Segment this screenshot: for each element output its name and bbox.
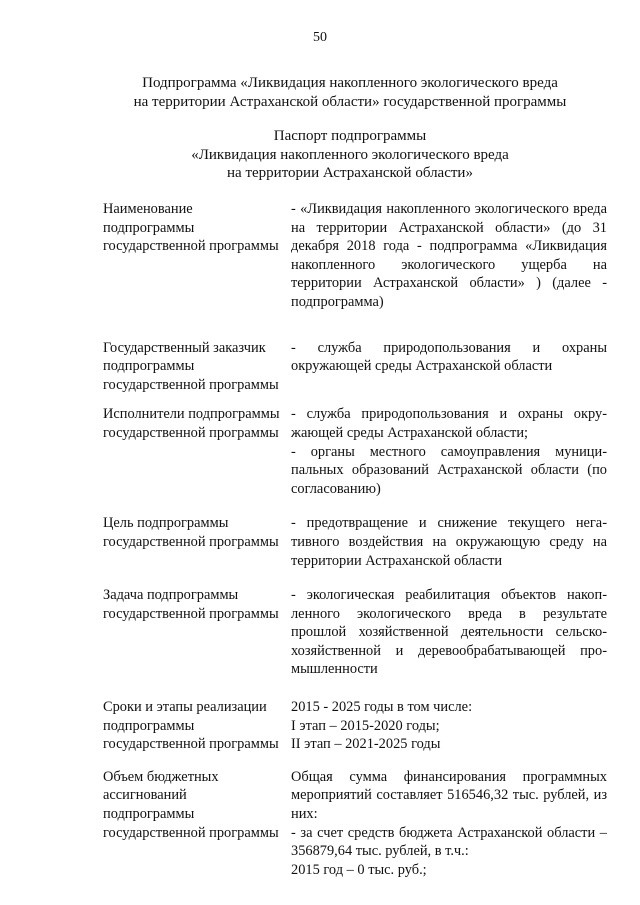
label-line: Сроки и этапы реализации — [103, 699, 267, 716]
value-text: I этап – 2015-2020 годы; — [291, 717, 440, 734]
value-text: - органы местного самоуправления муниципальных образований Астраханской области (по согласованию) — [291, 443, 607, 497]
passport-row-label — [103, 698, 291, 754]
label-line: государственной программы — [103, 736, 279, 753]
passport-row-label — [103, 514, 291, 570]
label-line: государственной программы — [103, 824, 279, 841]
label-line: подпрограммы — [103, 806, 195, 823]
label-line: Объем бюджетных — [103, 768, 219, 785]
passport-row-label — [103, 586, 291, 679]
subprogram-heading — [60, 74, 640, 111]
passport-row-value — [291, 200, 607, 312]
value-text: - служба природопользования и охраны окружающей среды Астраханской области — [291, 339, 607, 375]
label-line: подпрограммы — [103, 717, 195, 734]
passport-row-value — [291, 768, 607, 880]
value-text: - экологическая реабилитация объектов накопленного экологического вреда в результате прошлой хозяйственной деятельности сельскохозяйственной и деревообрабатывающей промышленности — [291, 587, 607, 678]
passport-table — [103, 200, 609, 879]
passport-row-task — [103, 586, 609, 679]
passport-heading-line: «Ликвидация накопленного экологического вреда — [191, 146, 509, 163]
passport-row-value — [291, 698, 607, 754]
label-line: государственной программы — [103, 533, 279, 550]
passport-row-budget — [103, 768, 609, 880]
passport-row-label — [103, 339, 291, 395]
label-line: Наименование — [103, 201, 193, 217]
value-text: - «Ликвидация накопленного экологического вреда на территории Астраханской области» (до 31 декабря 2018 года - подпрограмма «Ликвидация накопленного экологического ущерба на территории Астраханской области» ) (далее - подпрограмма) — [291, 201, 607, 310]
passport-row-terms — [103, 698, 609, 754]
value-text: - за счет средств бюджета Астраханской области – 356879,64 тыс. рублей, в т.ч.: — [291, 824, 607, 860]
subprogram-heading-line: на территории Астраханской области» государственной программы — [133, 93, 567, 110]
label-line: подпрограммы — [103, 358, 195, 375]
label-line: Исполнители подпрограммы — [103, 406, 280, 423]
value-text: 2015 год – 0 тыс. руб.; — [291, 861, 427, 878]
value-text: Общая сумма финансирования программных мероприятий составляет 516546,32 тыс. рублей, из них: — [291, 768, 607, 823]
label-line: ассигнований — [103, 787, 187, 804]
value-text: 2015 - 2025 годы в том числе: — [291, 699, 473, 716]
passport-row-label — [103, 768, 291, 880]
label-line: государственной программы — [103, 238, 279, 255]
value-text: - служба природопользования и охраны окружающей среды Астраханской области; — [291, 406, 607, 441]
label-line: Задача подпрограммы — [103, 587, 239, 604]
value-text: - предотвращение и снижение текущего негативного воздействия на окружающую среду на территории Астраханской области — [291, 515, 607, 569]
label-line: подпрограммы — [103, 219, 195, 236]
label-line: Цель подпрограммы — [103, 515, 229, 532]
passport-row-executors — [103, 405, 609, 498]
passport-heading-line: Паспорт подпрограммы — [273, 128, 427, 144]
passport-row-value — [291, 586, 607, 679]
passport-row-value — [291, 514, 607, 570]
label-line: Государственный заказчик — [103, 339, 266, 356]
passport-row-goal — [103, 514, 609, 570]
passport-row-label — [103, 405, 291, 498]
page-number: 50 — [313, 30, 327, 45]
label-line: государственной программы — [103, 605, 279, 622]
label-line: государственной программы — [103, 424, 279, 441]
passport-row-value — [291, 339, 607, 395]
value-text: II этап – 2021-2025 годы — [291, 736, 441, 753]
passport-heading-line: на территории Астраханской области» — [227, 165, 473, 181]
passport-row-value — [291, 405, 607, 498]
label-line: государственной программы — [103, 376, 279, 393]
passport-heading — [60, 127, 640, 183]
passport-row-naming — [103, 200, 609, 312]
passport-row-label — [103, 200, 291, 312]
passport-row-customer — [103, 339, 609, 395]
subprogram-heading-line: Подпрограмма «Ликвидация накопленного экологического вреда — [142, 75, 558, 91]
